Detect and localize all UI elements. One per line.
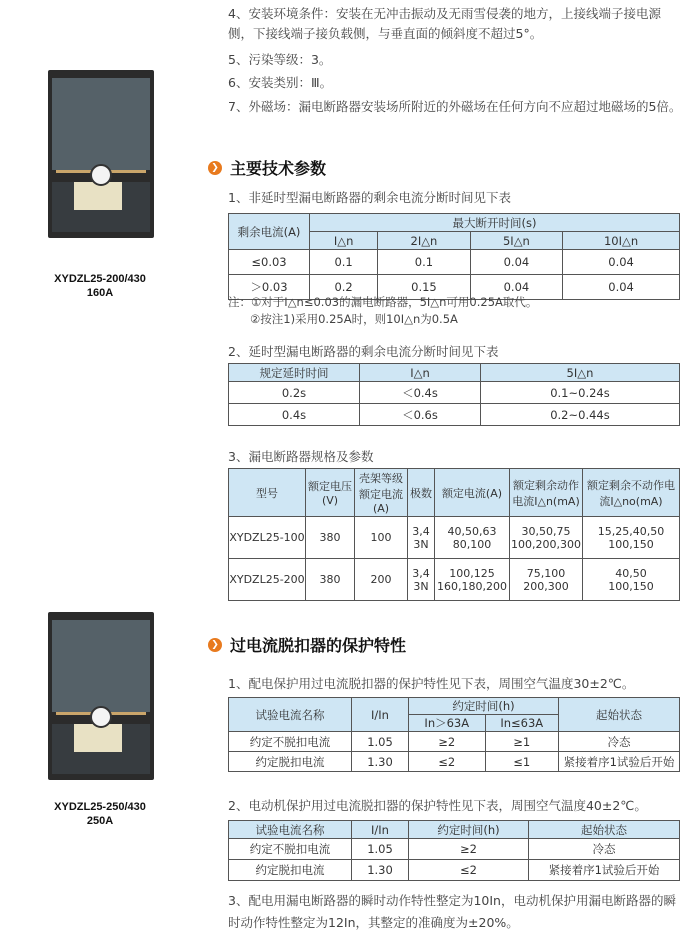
table-cell: 1.05 xyxy=(352,839,409,860)
product-caption-2 xyxy=(0,800,200,828)
table-cell: 3,4 3N xyxy=(408,559,435,601)
table1-caption: 1、非延时型漏电断路器的剩余电流分断时间见下表 xyxy=(228,190,511,205)
table-cell: 0.1~0.24s xyxy=(480,382,679,404)
table-row xyxy=(229,250,680,275)
table1-note-1: 注：①对于I△n≤0.03的漏电断路器，5I△n可用0.25A取代。 xyxy=(228,295,538,309)
th-max-breaking-time: 最大断开时间(s) xyxy=(310,214,680,232)
th-start-state: 起始状态 xyxy=(559,698,680,732)
section-title: 主要技术参数 xyxy=(230,159,327,178)
product-model-1: XYDZL25-200/430 xyxy=(54,273,146,285)
th-col: 5I△n xyxy=(480,364,679,382)
table-cell: 380 xyxy=(306,517,355,559)
table-cell: 0.1 xyxy=(310,250,378,275)
th-col: 10I△n xyxy=(563,232,680,250)
table-motor-protection xyxy=(228,820,680,881)
product-image-2 xyxy=(48,612,154,780)
table2-caption: 2、延时型漏电断路器的剩余电流分断时间见下表 xyxy=(228,344,499,359)
table-delay-breaking-time xyxy=(228,363,680,426)
th-col: 约定时间(h) xyxy=(409,821,529,839)
arrow-bullet-icon: ❯ xyxy=(208,161,222,175)
th-col: 额定剩余不动作电流I△no(mA) xyxy=(583,469,680,517)
th-col: 型号 xyxy=(229,469,306,517)
table-cell: ＜0.4s xyxy=(360,382,481,404)
th-col: 5I△n xyxy=(470,232,562,250)
th-col: I△n xyxy=(310,232,378,250)
product-image-1 xyxy=(48,70,154,238)
table-cell: 1.30 xyxy=(352,752,409,772)
th-col: 试验电流名称 xyxy=(229,821,352,839)
table-cell: 40,50 100,150 xyxy=(583,559,680,601)
table-cell: ≤0.03 xyxy=(229,250,310,275)
th-col: I△n xyxy=(360,364,481,382)
th-col: I/In xyxy=(352,821,409,839)
th-col: 额定电流(A) xyxy=(435,469,510,517)
th-col: 额定剩余动作电流I△n(mA) xyxy=(510,469,583,517)
table-cell: 0.04 xyxy=(470,275,562,300)
table-cell: 约定不脱扣电流 xyxy=(229,732,352,752)
table-cell: 冷态 xyxy=(559,732,680,752)
table-row xyxy=(229,559,680,601)
table-cell: 紧接着序1试验后开始 xyxy=(529,860,680,881)
table-non-delay-breaking-time xyxy=(228,213,680,300)
table-cell: 约定不脱扣电流 xyxy=(229,839,352,860)
table-cell: 30,50,75 100,200,300 xyxy=(510,517,583,559)
intro-item-7: 7、外磁场：漏电断路器安装场所附近的外磁场在任何方向不应超过地磁场的5倍。 xyxy=(228,99,682,114)
section-heading-main-params xyxy=(208,156,326,179)
table-cell: ≤2 xyxy=(409,860,529,881)
table-row xyxy=(229,839,680,860)
intro-item-6: 6、安装类别：Ⅲ。 xyxy=(228,75,333,90)
product-caption-1 xyxy=(0,272,200,300)
table-cell: ＜0.6s xyxy=(360,404,481,426)
table1-note-2: ②按注1)采用0.25A时，则10I△n为0.5A xyxy=(250,312,458,326)
table-cell: ＞0.03 xyxy=(229,275,310,300)
table-cell: 100,125 160,180,200 xyxy=(435,559,510,601)
table-cell: 380 xyxy=(306,559,355,601)
table-cell: 1.30 xyxy=(352,860,409,881)
th-col: 规定延时时间 xyxy=(229,364,360,382)
product-column xyxy=(0,0,200,939)
table-cell: XYDZL25-200 xyxy=(229,559,306,601)
th-col: 壳架等级额定电流(A) xyxy=(355,469,408,517)
final-paragraph: 3、配电用漏电断路器的瞬时动作特性整定为10In，电动机保护用漏电断路器的瞬时动作特性整定为12In，其整定的准确度为±20%。 xyxy=(228,893,676,930)
table-cell: XYDZL25-100 xyxy=(229,517,306,559)
table-cell: 0.04 xyxy=(563,275,680,300)
table-cell: 0.4s xyxy=(229,404,360,426)
table-cell: 3,4 3N xyxy=(408,517,435,559)
th-col: 额定电压(V) xyxy=(306,469,355,517)
th-col: 起始状态 xyxy=(529,821,680,839)
arrow-bullet-icon: ❯ xyxy=(208,638,222,652)
table4-caption: 1、配电保护用过电流脱扣器的保护特性见下表，周围空气温度30±2℃。 xyxy=(228,676,635,691)
th-sub: In＞63A xyxy=(409,715,486,732)
table5-caption: 2、电动机保护用过电流脱扣器的保护特性见下表，周围空气温度40±2℃。 xyxy=(228,798,647,813)
th-test-current: 试验电流名称 xyxy=(229,698,352,732)
table-cell: ≥2 xyxy=(409,732,486,752)
table-cell: 0.15 xyxy=(378,275,470,300)
table-cell: 0.04 xyxy=(470,250,562,275)
section-title: 过电流脱扣器的保护特性 xyxy=(230,636,407,655)
intro-item-4: 4、安装环境条件：安装在无冲击振动及无雨雪侵袭的地方，上接线端子接电源侧，下接线端子接负载侧，与垂直面的倾斜度不超过5°。 xyxy=(228,6,661,41)
table3-caption: 3、漏电断路器规格及参数 xyxy=(228,449,374,464)
table-cell: 0.2 xyxy=(310,275,378,300)
table-cell: 0.04 xyxy=(563,250,680,275)
product-rating-1: 160A xyxy=(86,287,114,299)
table-cell: 紧接着序1试验后开始 xyxy=(559,752,680,772)
table-cell: 1.05 xyxy=(352,732,409,752)
intro-item-5: 5、污染等级：3。 xyxy=(228,52,332,67)
th-sub: In≤63A xyxy=(485,715,558,732)
table-row xyxy=(229,752,680,772)
table-cell: ≤1 xyxy=(485,752,558,772)
table-cell: 40,50,63 80,100 xyxy=(435,517,510,559)
th-col: 极数 xyxy=(408,469,435,517)
table-row xyxy=(229,517,680,559)
table-cell: 冷态 xyxy=(529,839,680,860)
table-cell: ≤2 xyxy=(409,752,486,772)
th-col: 2I△n xyxy=(378,232,470,250)
th-agreed-time: 约定时间(h) xyxy=(409,698,559,715)
table-cell: 200 xyxy=(355,559,408,601)
section-heading-overcurrent xyxy=(208,633,406,656)
table-cell: 0.2~0.44s xyxy=(480,404,679,426)
table-cell: ≥1 xyxy=(485,732,558,752)
table-row xyxy=(229,860,680,881)
table-cell: 0.1 xyxy=(378,250,470,275)
th-residual-current: 剩余电流(A) xyxy=(229,214,310,250)
table-row xyxy=(229,404,680,426)
table-cell: 100 xyxy=(355,517,408,559)
product-rating-2: 250A xyxy=(86,815,114,827)
table-cell: 0.2s xyxy=(229,382,360,404)
table-distribution-protection xyxy=(228,697,680,772)
table-cell: 75,100 200,300 xyxy=(510,559,583,601)
table-cell: 约定脱扣电流 xyxy=(229,752,352,772)
table-cell: ≥2 xyxy=(409,839,529,860)
product-model-2: XYDZL25-250/430 xyxy=(54,801,146,813)
table-cell: 约定脱扣电流 xyxy=(229,860,352,881)
table-cell: 15,25,40,50 100,150 xyxy=(583,517,680,559)
table-row xyxy=(229,732,680,752)
table-row xyxy=(229,382,680,404)
th-ratio: I/In xyxy=(352,698,409,732)
table-breaker-specs xyxy=(228,468,680,601)
